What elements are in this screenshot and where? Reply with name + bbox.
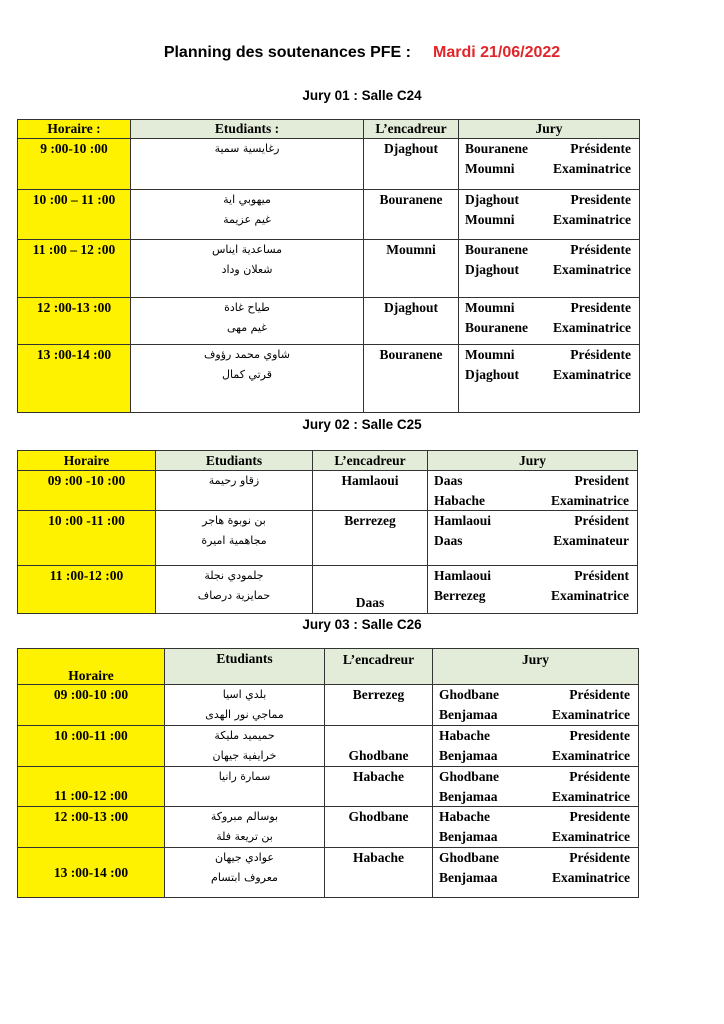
student-name: جلمودي نجلة [204, 569, 264, 582]
students-cell [165, 685, 325, 726]
header-horaire: Horaire : [18, 120, 131, 139]
jury-03-title: Jury 03 : Salle C26 [302, 617, 422, 632]
time-text: 11 :00 – 12 :00 [32, 242, 116, 257]
encadreur-name: Ghodbane [348, 809, 409, 824]
encadreur-name: Moumni [386, 242, 436, 257]
header-encadreur: L’encadreur [313, 451, 428, 471]
table-row [18, 511, 638, 566]
jury-cell [433, 807, 639, 848]
jury-member-role: Examinatrice [553, 366, 631, 382]
time-text: 10 :00 -11 :00 [48, 513, 125, 528]
jury-02-table [17, 450, 638, 614]
encadreur-cell [325, 807, 433, 848]
encadreur-name: Habache [352, 769, 404, 784]
student-name: بن نوبوة هاجر [202, 514, 266, 527]
jury-member-name: Moumni [465, 347, 515, 362]
jury-member [465, 260, 631, 280]
jury-member-role: Présidente [569, 850, 630, 865]
jury-member [439, 685, 630, 705]
jury-member-name: Djaghout [465, 261, 520, 277]
jury-member [465, 298, 631, 318]
header-encadreur [325, 649, 433, 685]
student-name: بلدي اسيا [222, 688, 267, 701]
header-encadreur: L’encadreur [364, 120, 459, 139]
jury-cell [433, 726, 639, 767]
jury-member-name: Bouranene [465, 141, 529, 156]
student-name: مماجي نور الهدى [205, 708, 284, 721]
jury-cell [459, 240, 640, 298]
jury-member-role: Présidente [570, 141, 631, 156]
table-header-row [18, 120, 640, 139]
time-cell [18, 848, 165, 898]
encadreur-name: Hamlaoui [341, 473, 399, 488]
jury-cell [459, 345, 640, 413]
student-name: شاوي محمد رؤوف [204, 348, 290, 361]
time-cell [18, 345, 131, 413]
jury-cell [433, 848, 639, 898]
encadreur-name: Daas [355, 595, 385, 610]
table-header-row [18, 451, 638, 471]
encadreur-name: Ghodbane [348, 748, 409, 763]
jury-member-name: Daas [434, 473, 463, 488]
jury-member [465, 159, 631, 179]
jury-member [434, 511, 629, 531]
jury-member [465, 318, 631, 338]
jury-member [434, 471, 629, 491]
table-row [18, 767, 639, 807]
jury-member-name: Habache [439, 809, 491, 824]
encadreur-cell [325, 726, 433, 767]
jury-cell [428, 471, 638, 511]
jury-member-role: President [574, 473, 629, 488]
students-cell [165, 726, 325, 767]
student-name: طياح غادة [224, 301, 270, 314]
table-header-row [18, 649, 639, 685]
jury-01-table [17, 119, 640, 413]
jury-member-name: Hamlaoui [434, 568, 492, 583]
jury-member-role: Examinatrice [552, 788, 630, 804]
encadreur-name: Bouranene [379, 192, 443, 207]
jury-02-title: Jury 02 : Salle C25 [302, 417, 422, 432]
header-etudiants: Etudiants : [131, 120, 364, 139]
encadreur-cell [364, 240, 459, 298]
students-cell [165, 767, 325, 807]
jury-member-name: Benjamaa [439, 788, 498, 804]
jury-member [465, 139, 631, 159]
jury-member-role: Examinatrice [552, 747, 630, 763]
student-name: خرايفية جيهان [212, 749, 277, 762]
jury-member [439, 807, 630, 827]
jury-member-name: Benjamaa [439, 869, 498, 885]
encadreur-name: Djaghout [383, 141, 438, 156]
students-cell [131, 345, 364, 413]
jury-member-name: Daas [434, 532, 463, 548]
student-name: حمايزية درصاف [197, 589, 271, 602]
jury-member [439, 746, 630, 766]
jury-member-role: Examinatrice [552, 869, 630, 885]
jury-member-name: Djaghout [465, 366, 520, 382]
jury-member-role: Presidente [569, 809, 630, 824]
jury-member-role: Examinatrice [553, 160, 631, 176]
jury-cell [428, 511, 638, 566]
jury-member [439, 868, 630, 888]
table-row [18, 190, 640, 240]
header-etudiants-label: Etudiants [216, 651, 273, 666]
header-jury: Jury [428, 451, 638, 471]
time-cell [18, 298, 131, 345]
jury-member-name: Hamlaoui [434, 513, 492, 528]
jury-member [439, 848, 630, 868]
table-row [18, 807, 639, 848]
jury-member-role: Examinatrice [551, 492, 629, 508]
time-cell [18, 240, 131, 298]
encadreur-name: Berrezeg [344, 513, 396, 528]
student-name: غيم عزيمة [223, 213, 271, 226]
header-horaire: Horaire [18, 451, 156, 471]
student-name: مساعدية ايناس [211, 243, 283, 256]
jury-member [439, 787, 630, 807]
time-cell [18, 139, 131, 190]
jury-member [439, 767, 630, 787]
jury-member-role: Examinatrice [552, 828, 630, 844]
jury-member [439, 827, 630, 847]
student-name: بوسالم مبروكة [210, 810, 279, 823]
jury-cell [459, 298, 640, 345]
jury-member-role: Presidente [570, 300, 631, 315]
jury-member-role: Examinatrice [553, 261, 631, 277]
jury-member [465, 240, 631, 260]
time-cell [18, 511, 156, 566]
time-text: 10 :00 – 11 :00 [32, 192, 116, 207]
jury-member [434, 531, 629, 551]
jury-member-name: Bouranene [465, 242, 529, 257]
students-cell [156, 471, 313, 511]
time-text: 11 :00-12 :00 [49, 568, 124, 583]
time-cell [18, 190, 131, 240]
time-cell [18, 767, 165, 807]
table-row [18, 566, 638, 614]
header-jury [433, 649, 639, 685]
jury-member-name: Habache [439, 728, 491, 743]
jury-member-role: Examinatrice [551, 587, 629, 603]
encadreur-cell [325, 767, 433, 807]
encadreur-cell [364, 345, 459, 413]
time-cell [18, 807, 165, 848]
jury-member-name: Moumni [465, 211, 515, 227]
encadreur-cell [364, 298, 459, 345]
encadreur-name: Bouranene [379, 347, 443, 362]
students-cell [165, 807, 325, 848]
jury-member [434, 491, 629, 511]
table-row [18, 471, 638, 511]
jury-cell [433, 767, 639, 807]
jury-member-name: Ghodbane [439, 769, 500, 784]
table-row [18, 139, 640, 190]
students-cell [131, 298, 364, 345]
encadreur-cell [313, 511, 428, 566]
jury-member [465, 345, 631, 365]
jury-member-role: Président [574, 513, 629, 528]
students-cell [131, 139, 364, 190]
student-name: قرتي كمال [222, 368, 272, 381]
jury-member-name: Benjamaa [439, 828, 498, 844]
jury-member-role: Présidente [569, 687, 630, 702]
students-cell [165, 848, 325, 898]
header-horaire-label: Horaire [68, 668, 114, 683]
jury-member-name: Ghodbane [439, 687, 500, 702]
jury-member [439, 705, 630, 725]
student-name: ميهوبي اية [223, 193, 271, 206]
page-title [0, 44, 724, 68]
encadreur-cell [364, 190, 459, 240]
header-horaire [18, 649, 165, 685]
jury-01-title: Jury 01 : Salle C24 [302, 88, 422, 103]
jury-member-role: Présidente [570, 242, 631, 257]
time-cell [18, 726, 165, 767]
table-row [18, 726, 639, 767]
student-name: شعلان وداد [221, 263, 273, 276]
encadreur-cell [313, 566, 428, 614]
jury-member-role: Examinateur [553, 532, 629, 548]
jury-member-name: Habache [434, 492, 486, 508]
jury-member-name: Bouranene [465, 319, 529, 335]
jury-member [434, 566, 629, 586]
encadreur-cell [325, 848, 433, 898]
jury-member-role: Presidente [570, 192, 631, 207]
jury-member [434, 586, 629, 606]
table-row [18, 240, 640, 298]
header-etudiants [165, 649, 325, 685]
time-text: 13 :00-14 :00 [53, 864, 129, 880]
jury-cell [459, 190, 640, 240]
jury-cell [459, 139, 640, 190]
student-name: زقاو رحيمة [208, 474, 260, 487]
jury-member-role: Examinatrice [552, 706, 630, 722]
jury-member-name: Moumni [465, 300, 515, 315]
jury-member-role: Présidente [570, 347, 631, 362]
encadreur-cell [325, 685, 433, 726]
time-cell [18, 471, 156, 511]
time-text: 12 :00-13 :00 [53, 809, 129, 824]
table-row [18, 685, 639, 726]
jury-cell [428, 566, 638, 614]
encadreur-name: Berrezeg [352, 687, 405, 702]
jury-member-role: Examinatrice [553, 319, 631, 335]
jury-member-role: Examinatrice [553, 211, 631, 227]
jury-member [439, 726, 630, 746]
header-jury: Jury [459, 120, 640, 139]
jury-member-name: Benjamaa [439, 747, 498, 763]
encadreur-cell [364, 139, 459, 190]
jury-cell [433, 685, 639, 726]
time-text: 9 :00-10 :00 [40, 141, 108, 156]
table-row [18, 848, 639, 898]
time-text: 09 :00-10 :00 [53, 687, 129, 702]
time-text: 12 :00-13 :00 [36, 300, 112, 315]
student-name: سمارة رانيا [218, 770, 271, 783]
time-cell [18, 566, 156, 614]
time-text: 11 :00-12 :00 [54, 788, 128, 803]
time-text: 09 :00 -10 :00 [47, 473, 126, 488]
jury-member-name: Ghodbane [439, 850, 500, 865]
title-date: Mardi 21/06/2022 [432, 44, 561, 61]
jury-member [465, 190, 631, 210]
jury-member [465, 365, 631, 385]
encadreur-cell [313, 471, 428, 511]
table-row [18, 298, 640, 345]
students-cell [156, 566, 313, 614]
students-cell [131, 190, 364, 240]
jury-member [465, 210, 631, 230]
title-text: Planning des soutenances PFE : [163, 44, 411, 61]
jury-member-name: Moumni [465, 160, 515, 176]
jury-member-name: Djaghout [465, 192, 520, 207]
jury-03-table [17, 648, 639, 898]
header-etudiants: Etudiants [156, 451, 313, 471]
student-name: مجاهمية اميرة [201, 534, 267, 547]
jury-member-role: Présidente [569, 769, 630, 784]
jury-member-name: Berrezeg [434, 587, 486, 603]
student-name: حميميد مليكة [214, 729, 275, 742]
time-text: 13 :00-14 :00 [36, 347, 112, 362]
jury-member-name: Benjamaa [439, 706, 498, 722]
header-jury-label: Jury [522, 652, 549, 667]
student-name: رغايسية سمية [214, 142, 280, 155]
table-row [18, 345, 640, 413]
student-name: عوادي جيهان [215, 851, 274, 864]
time-cell [18, 685, 165, 726]
time-text: 10 :00-11 :00 [54, 728, 128, 743]
encadreur-name: Djaghout [383, 300, 438, 315]
student-name: معروف ابتسام [211, 871, 278, 884]
header-encadreur-label: L’encadreur [342, 652, 415, 667]
students-cell [156, 511, 313, 566]
jury-member-role: Presidente [569, 728, 630, 743]
encadreur-name: Habache [352, 850, 404, 865]
students-cell [131, 240, 364, 298]
jury-member-role: Président [574, 568, 629, 583]
student-name: غيم مهى [226, 321, 268, 334]
student-name: بن تريعة فلة [216, 830, 273, 843]
